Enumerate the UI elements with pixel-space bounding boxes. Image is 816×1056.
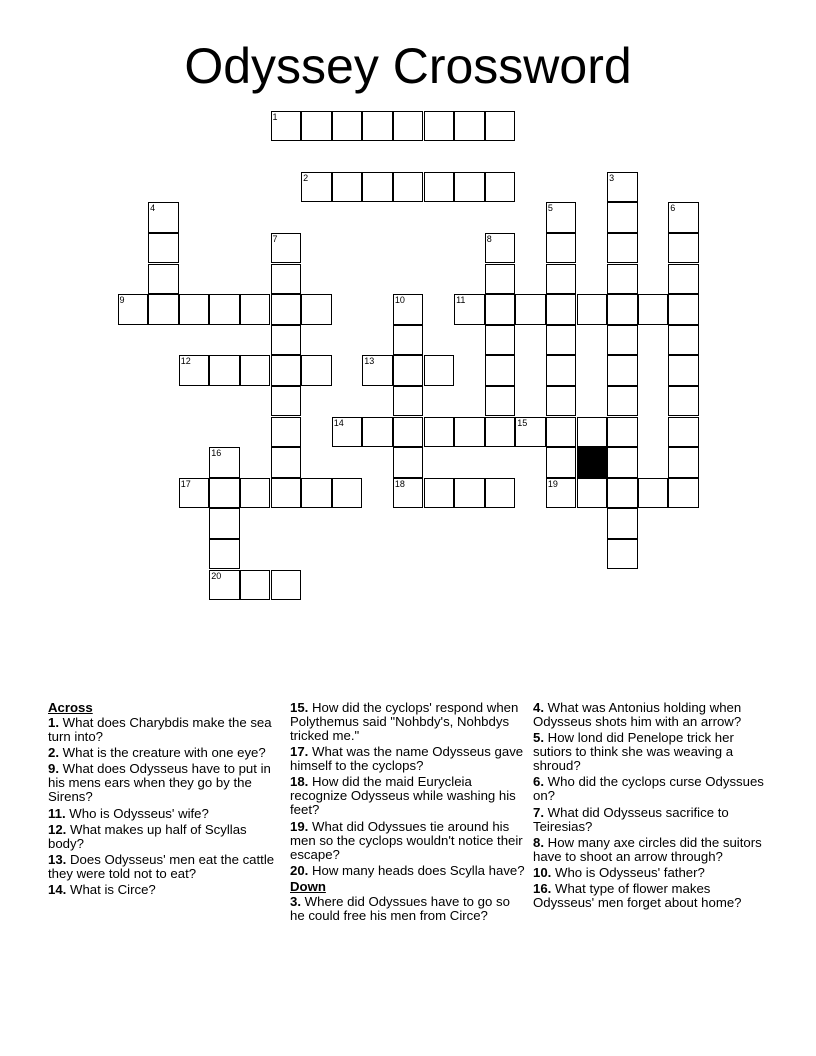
grid-cell[interactable] <box>454 172 485 203</box>
grid-cell[interactable] <box>577 294 608 325</box>
clue-number: 3 <box>609 172 615 183</box>
grid-cell[interactable] <box>332 417 363 448</box>
clue-across-12: 12. What makes up half of Scyllas body? <box>48 821 247 851</box>
grid-cell[interactable] <box>424 111 455 142</box>
grid-cell[interactable] <box>271 478 302 509</box>
grid-cell[interactable] <box>607 233 638 264</box>
grid-cell[interactable] <box>668 386 699 417</box>
grid-cell[interactable] <box>485 172 516 203</box>
grid-cell[interactable] <box>271 386 302 417</box>
grid-cell[interactable] <box>240 355 271 386</box>
grid-cell[interactable] <box>546 294 577 325</box>
clue-number: 19 <box>547 478 558 489</box>
clue-down-10: 10. Who is Odysseus' father? <box>533 864 705 880</box>
grid-cell[interactable] <box>546 264 577 295</box>
clue-number: 17 <box>180 478 191 489</box>
grid-cell[interactable] <box>332 478 363 509</box>
grid-cell[interactable] <box>424 355 455 386</box>
clue-number: 11 <box>456 295 466 306</box>
grid-cell[interactable] <box>424 417 455 448</box>
grid-cell[interactable] <box>668 447 699 478</box>
grid-cell[interactable] <box>485 111 516 142</box>
grid-cell[interactable] <box>271 264 302 295</box>
grid-cell[interactable] <box>454 417 485 448</box>
grid-cell[interactable] <box>393 325 424 356</box>
clue-number: 8 <box>486 233 492 244</box>
grid-cell[interactable] <box>393 294 424 325</box>
clue-number: 15 <box>517 417 528 428</box>
grid-cell[interactable] <box>546 233 577 264</box>
clue-across-13: 13. Does Odysseus' men eat the cattle they were told not to eat? <box>48 851 275 881</box>
grid-cell[interactable] <box>546 478 577 509</box>
grid-cell[interactable] <box>638 294 669 325</box>
clue-across-20: 20. How many heads does Scylla have? <box>290 862 525 878</box>
grid-cell[interactable] <box>546 447 577 478</box>
grid-cell[interactable] <box>515 417 546 448</box>
clue-number: 16 <box>211 448 222 459</box>
grid-cell[interactable] <box>301 172 332 203</box>
clue-number: 20 <box>211 570 222 581</box>
grid-cell[interactable] <box>179 355 210 386</box>
grid-cell[interactable] <box>607 325 638 356</box>
grid-cell[interactable] <box>454 478 485 509</box>
grid-cell[interactable] <box>607 172 638 203</box>
clue-number: 6 <box>670 203 676 214</box>
grid-cell[interactable] <box>362 111 393 142</box>
grid-cell[interactable] <box>485 417 516 448</box>
grid-cell[interactable] <box>668 233 699 264</box>
grid-cell[interactable] <box>179 478 210 509</box>
grid-cell[interactable] <box>668 264 699 295</box>
grid-cell[interactable] <box>362 355 393 386</box>
grid-cell[interactable] <box>424 478 455 509</box>
clue-number: 14 <box>333 417 344 428</box>
grid-cell[interactable] <box>393 447 424 478</box>
grid-cell[interactable] <box>546 417 577 448</box>
grid-cell[interactable] <box>546 202 577 233</box>
clue-number: 10 <box>394 295 405 306</box>
grid-cell[interactable] <box>148 233 179 264</box>
clue-across-19: 19. What did Odyssues tie around his men so the cyclops wouldn't notice their escape? <box>290 818 523 862</box>
clue-number: 7 <box>272 233 278 244</box>
grid-cell[interactable] <box>668 202 699 233</box>
clue-down-8: 8. How many axe circles did the suitors have to shoot an arrow through? <box>533 834 762 864</box>
grid-cell[interactable] <box>485 478 516 509</box>
grid-cell[interactable] <box>485 264 516 295</box>
clue-across-15: 15. How did the cyclops' respond when Polythemus said "Nohbdy's, Nohbdys tricked me." <box>290 700 519 743</box>
clues-column-1 <box>48 701 284 899</box>
clue-across-17: 17. What was the name Odysseus gave himself to the cyclops? <box>290 744 524 774</box>
clue-number: 18 <box>394 478 405 489</box>
grid-cell[interactable] <box>271 325 302 356</box>
grid-cell[interactable] <box>577 478 608 509</box>
grid-cell[interactable] <box>607 447 638 478</box>
grid-cell[interactable] <box>301 355 332 386</box>
grid-cell[interactable] <box>148 294 179 325</box>
grid-cell[interactable] <box>485 355 516 386</box>
grid-cell[interactable] <box>393 478 424 509</box>
grid-cell[interactable] <box>362 417 393 448</box>
grid-cell[interactable] <box>301 294 332 325</box>
clues-column-3 <box>533 701 769 912</box>
grid-cell[interactable] <box>424 172 455 203</box>
grid-cell[interactable] <box>607 386 638 417</box>
clue-down-7: 7. What did Odysseus sacrifice to Teiresias? <box>533 804 729 834</box>
grid-cell[interactable] <box>638 478 669 509</box>
grid-cell[interactable] <box>271 570 302 601</box>
grid-cell[interactable] <box>271 417 302 448</box>
grid-cell[interactable] <box>301 478 332 509</box>
grid-cell[interactable] <box>485 233 516 264</box>
grid-cell[interactable] <box>454 294 485 325</box>
grid-cell[interactable] <box>209 570 240 601</box>
grid-cell[interactable] <box>393 172 424 203</box>
clue-number: 4 <box>150 203 156 214</box>
grid-cell[interactable] <box>271 355 302 386</box>
clue-across-14: 14. What is Circe? <box>48 882 156 898</box>
grid-cell[interactable] <box>209 355 240 386</box>
grid-cell[interactable] <box>240 294 271 325</box>
clue-number: 5 <box>547 203 553 214</box>
grid-cell[interactable] <box>668 478 699 509</box>
grid-cell[interactable] <box>577 417 608 448</box>
grid-cell[interactable] <box>393 386 424 417</box>
grid-cell[interactable] <box>148 264 179 295</box>
grid-cell[interactable] <box>301 111 332 142</box>
grid-cell[interactable] <box>240 478 271 509</box>
grid-cell[interactable] <box>209 478 240 509</box>
clues-column-2 <box>290 701 526 925</box>
grid-cell[interactable] <box>454 111 485 142</box>
clue-down-5: 5. How lond did Penelope trick her sutiors to think she was weaving a shroud? <box>533 730 734 774</box>
grid-cell[interactable] <box>546 355 577 386</box>
grid-cell[interactable] <box>668 355 699 386</box>
grid-cell[interactable] <box>393 355 424 386</box>
grid-cell[interactable] <box>485 386 516 417</box>
grid-cell[interactable] <box>240 570 271 601</box>
grid-cell[interactable] <box>179 294 210 325</box>
grid-cell[interactable] <box>668 325 699 356</box>
grid-cell[interactable] <box>271 233 302 264</box>
grid-cell[interactable] <box>271 447 302 478</box>
clue-across-1: 1. What does Charybdis make the sea turn into? <box>48 715 272 744</box>
grid-cell[interactable] <box>209 447 240 478</box>
grid-cell[interactable] <box>485 294 516 325</box>
clue-down-3: 3. Where did Odyssues have to go so he could free his men from Circe? <box>290 893 510 923</box>
clue-down-16: 16. What type of flower makes Odysseus' men forget about home? <box>533 881 742 911</box>
grid-cell[interactable] <box>209 294 240 325</box>
grid-cell[interactable] <box>607 294 638 325</box>
clue-number: 13 <box>364 356 375 367</box>
grid-cell[interactable] <box>668 294 699 325</box>
page-title: Odyssey Crossword <box>184 38 632 94</box>
grid-cell[interactable] <box>332 172 363 203</box>
clue-across-9: 9. What does Odysseus have to put in his mens ears when they go by the Sirens? <box>48 761 271 805</box>
grid-cell[interactable] <box>515 294 546 325</box>
grid-cell[interactable] <box>148 202 179 233</box>
grid-cell[interactable] <box>607 417 638 448</box>
grid-cell[interactable] <box>607 264 638 295</box>
grid-cell[interactable] <box>607 202 638 233</box>
clue-number: 1 <box>272 111 278 122</box>
grid-cell[interactable] <box>546 386 577 417</box>
black-block-cell <box>577 447 608 478</box>
clue-across-2: 2. What is the creature with one eye? <box>48 745 266 761</box>
grid-cell[interactable] <box>209 539 240 570</box>
clue-down-4: 4. What was Antonius holding when Odysseus shots him with an arrow? <box>533 700 742 729</box>
grid-cell[interactable] <box>607 355 638 386</box>
clue-down-6: 6. Who did the cyclops curse Odyssues on? <box>533 774 764 804</box>
grid-cell[interactable] <box>362 172 393 203</box>
grid-cell[interactable] <box>332 111 363 142</box>
grid-cell[interactable] <box>118 294 149 325</box>
down-heading: Down <box>290 878 326 894</box>
grid-cell[interactable] <box>546 325 577 356</box>
grid-cell[interactable] <box>209 508 240 539</box>
grid-cell[interactable] <box>393 417 424 448</box>
clue-number: 12 <box>180 356 191 367</box>
grid-cell[interactable] <box>668 417 699 448</box>
clue-across-11: 11. Who is Odysseus' wife? <box>48 805 209 821</box>
clue-number: 2 <box>303 172 309 183</box>
grid-cell[interactable] <box>271 294 302 325</box>
across-heading: Across <box>48 700 93 715</box>
clue-number: 9 <box>119 295 125 306</box>
grid-cell[interactable] <box>607 539 638 570</box>
grid-cell[interactable] <box>607 508 638 539</box>
clue-across-18: 18. How did the maid Eurycleia recognize Odysseus while washing his feet? <box>290 774 516 818</box>
grid-cell[interactable] <box>607 478 638 509</box>
grid-cell[interactable] <box>393 111 424 142</box>
grid-cell[interactable] <box>485 325 516 356</box>
grid-cell[interactable] <box>271 111 302 142</box>
